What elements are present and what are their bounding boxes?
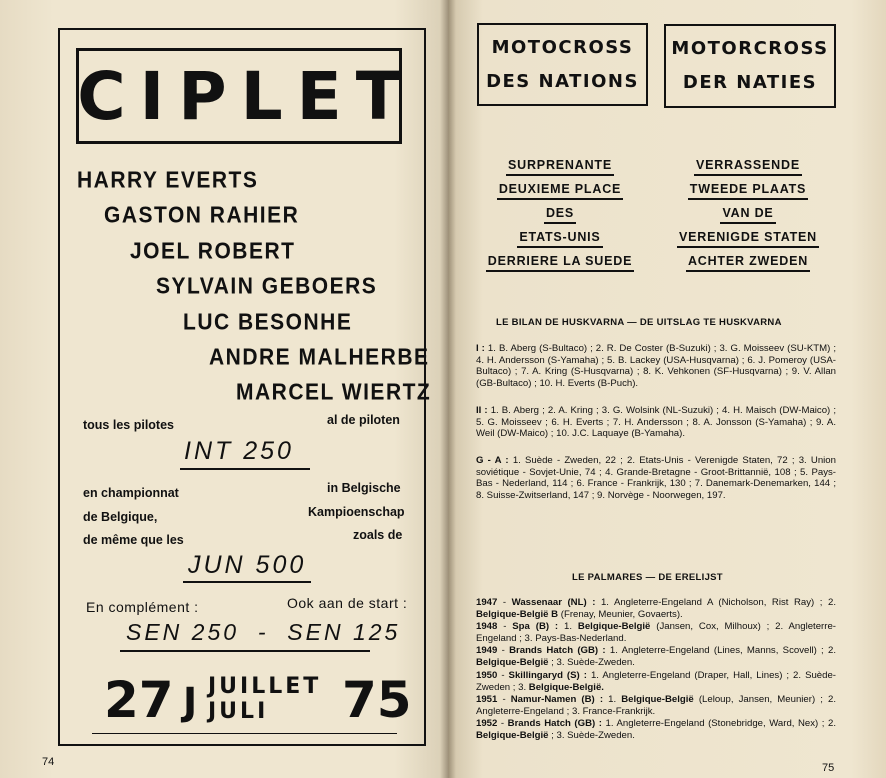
underline (180, 468, 310, 470)
bilan-heading: LE BILAN DE HUSKVARNA — DE UITSLAG TE HUSKVARNA (496, 317, 782, 328)
brand-box (76, 48, 415, 144)
underline (120, 650, 370, 652)
page-number: 74 (42, 756, 55, 768)
phrase-fr-line: SURPRENANTE (460, 158, 660, 176)
brand-name: CIPLET (77, 57, 415, 135)
result-paragraph: G - A : 1. Suède - Zweden, 22 ; 2. Etats-Unis - Verenigde Staten, 72 ; 3. Union soviétique - Sovjet-Unie, 74 ; 4. Grande-Bretagne - Groot-Brittannië, 108 ; 5. Pays-Bas - Nederland, 114 ; 6. France - Frankrijk, 130 ; 7. Danemark-Denemarken, 144 ; 8. Suisse-Zwitserland, 147 ; 9. Norvège - Noorwegen, 197. (476, 455, 836, 501)
underline (183, 581, 311, 583)
phrase-fr-line: ETATS-UNIS (460, 230, 660, 248)
champ-fr-line: de même que les (83, 533, 184, 547)
title-fr (477, 23, 648, 106)
rider-name: JOEL ROBERT (130, 239, 296, 264)
book-gutter (440, 0, 456, 778)
champ-fr-line: en championnat (83, 486, 179, 500)
rider-name: HARRY EVERTS (77, 168, 259, 193)
date-month-fr: JUILLET (208, 674, 322, 699)
rider-name: MARCEL WIERTZ (236, 380, 432, 405)
palmares-entry: 1951 - Namur-Namen (B) : 1. Belgique-België (Leloup, Jansen, Meunier) ; 2. Angleterre-Engeland ; 3. France-Frankrijk. (476, 694, 837, 717)
phrase-nl-line: ACHTER ZWEDEN (648, 254, 848, 272)
result-paragraph: I : 1. B. Aberg (S-Bultaco) ; 2. R. De Coster (B-Suzuki) ; 3. G. Moisseev (SU-KTM) ; 4. H. Andersson (S-Yamaha) ; 5. B. Lackey (USA-Husqvarna) ; 6. J. Pomeroy (USA-Bultaco) ; 7. A. Kring (S-Husqvarna) ; 8. K. Vehkonen (SF-Husqvarna) ; 9. V. Allan (GB-Bultaco) ; 10. H. Everts (B-Puch). (476, 343, 837, 389)
rider-name: LUC BESONHE (183, 310, 353, 335)
title-line: MOTORCROSS (671, 38, 829, 59)
rider-name: SYLVAIN GEBOERS (156, 274, 378, 299)
date-month-nl: JULI (208, 699, 269, 724)
pilots-label-fr: tous les pilotes (83, 418, 174, 432)
pilots-label-nl: al de piloten (327, 413, 400, 427)
date-day: 27 (104, 671, 174, 729)
phrase-nl-line: VERENIGDE STATEN (648, 230, 848, 248)
rider-name: GASTON RAHIER (104, 203, 300, 228)
palmares-entry: 1952 - Brands Hatch (GB) : 1. Angleterre-Engeland (Stonebridge, Ward, Nex) ; 2. Belgique-België ; 3. Suède-Zweden. (476, 718, 837, 741)
class-jun-500: JUN 500 (188, 551, 307, 579)
palmares-entry: 1949 - Brands Hatch (GB) : 1. Angleterre-Engeland (Lines, Manns, Scovell) ; 2. Belgique-België ; 3. Suède-Zweden. (476, 645, 836, 668)
champ-nl-line: zoals de (353, 528, 403, 542)
palmares-heading: LE PALMARES — DE ERELIJST (572, 572, 723, 583)
title-nl (664, 24, 836, 108)
class-int-250: INT 250 (184, 437, 294, 465)
phrase-fr-line: DERRIERE LA SUEDE (460, 254, 660, 272)
champ-nl-line: in Belgische (327, 481, 401, 495)
underline (92, 733, 397, 734)
title-line: DES NATIONS (486, 71, 639, 92)
date-month-initial: J (183, 680, 198, 724)
date-year: 75 (342, 671, 412, 729)
phrase-fr-line: DEUXIEME PLACE (460, 182, 660, 200)
champ-nl-line: Kampioenschap (308, 505, 405, 519)
phrase-nl-line: TWEEDE PLAATS (648, 182, 848, 200)
result-paragraph: II : 1. B. Aberg ; 2. A. Kring ; 3. G. Wolsink (NL-Suzuki) ; 4. H. Maisch (DW-Maico) ; 5. G. Moisseev ; 6. H. Everts ; 7. H. Andersson ; 8. A. Jonsson (S-Yamaha) ; 9. A. Weil (DW-Maico) ; 10. J.C. Laquaye (B-Yamaha). (476, 405, 836, 440)
palmares-entry: 1947 - Wassenaar (NL) : 1. Angleterre-Engeland A (Nicholson, Rist Ray) ; 2. Belgique-België B (Frenay, Meunier, Govaerts). (476, 597, 836, 620)
complement-fr: En complément : (86, 599, 199, 615)
palmares-entry: 1950 - Skillingaryd (S) : 1. Angleterre-Engeland (Draper, Hall, Lines) ; 2. Suède-Zweden ; 3. Belgique-België. (476, 670, 837, 693)
complement-nl: Ook aan de start : (287, 595, 408, 611)
title-line: DER NATIES (682, 72, 818, 93)
palmares-entry: 1948 - Spa (B) : 1. Belgique-België (Jansen, Cox, Milhoux) ; 2. Angleterre-Engeland ; 3. Pays-Bas-Nederland. (476, 621, 836, 644)
title-line: MOTOCROSS (491, 37, 634, 58)
rider-name: ANDRE MALHERBE (209, 345, 430, 370)
phrase-nl-line: VERRASSENDE (648, 158, 848, 176)
page-number: 75 (822, 762, 835, 774)
class-sen: SEN 250 - SEN 125 (126, 619, 401, 645)
phrase-nl-line: VAN DE (648, 206, 848, 224)
phrase-fr-line: DES (460, 206, 660, 224)
champ-fr-line: de Belgique, (83, 510, 158, 524)
